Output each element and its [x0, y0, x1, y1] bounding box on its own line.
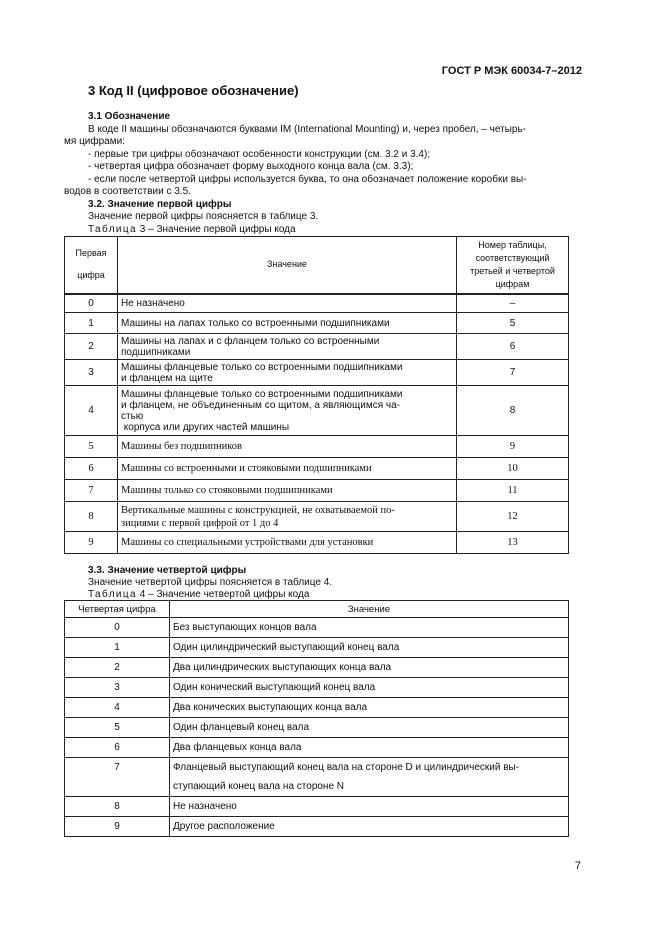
list-item-1: - первые три цифры обозначают особенности конструкции (см. 3.2 и 3.4);: [88, 149, 431, 160]
digit-cell: 0: [65, 294, 118, 313]
table-row: [65, 738, 569, 758]
section-title: 3 Код II (цифровое обозначение): [88, 83, 299, 98]
ref-cell: –: [457, 294, 569, 313]
caption-text: 3 – Значение первой цифры кода: [137, 224, 296, 235]
table-row: [65, 480, 569, 502]
meaning-cell: Не назначено: [170, 797, 569, 817]
meaning-cell: Машины на лапах и с фланцем только со встроенными подшипниками: [118, 334, 457, 360]
ref-cell: 11: [457, 480, 569, 502]
header-table-ref: Номер таблицы, соответствующий третьей и четвертой цифрам: [457, 237, 569, 294]
table-row: [65, 618, 569, 638]
digit-cell: 9: [65, 532, 118, 554]
table-row: [65, 334, 569, 360]
header-fourth-digit: Четвертая цифра: [65, 601, 170, 618]
paragraph-3-1-line-2: мя цифрами:: [64, 136, 125, 147]
caption-text: 4 – Значение четвертой цифры кода: [137, 589, 310, 600]
table-3-caption: [88, 224, 296, 236]
digit-cell: 5: [65, 718, 170, 738]
list-item-3-line-2: водов в соответствии с 3.5.: [64, 186, 191, 197]
list-item-2: - четвертая цифра обозначает форму выходного конца вала (см. 3.3);: [88, 161, 414, 172]
ref-cell: 12: [457, 502, 569, 532]
paragraph-3-1-line-1: В коде II машины обозначаются буквами IM (International Mounting) и, через пробел, – четырь-: [88, 124, 526, 135]
table-row: [65, 718, 569, 738]
meaning-cell: Два конических выступающих конца вала: [170, 698, 569, 718]
table-4: [64, 600, 569, 837]
meaning-cell: Машины фланцевые только со встроенными подшипниками и фланцем на щите: [118, 360, 457, 386]
meaning-cell: Машины со специальными устройствами для установки: [118, 532, 457, 554]
table-header-row: [65, 601, 569, 618]
table-row: [65, 758, 569, 797]
meaning-cell: Фланцевый выступающий конец вала на стороне D и цилиндрический вы- ступающий конец вала на стороне N: [170, 758, 569, 797]
ref-cell: 5: [457, 313, 569, 334]
header-first-digit: Первая цифра: [65, 237, 118, 294]
meaning-cell: Два цилиндрических выступающих конца вала: [170, 658, 569, 678]
header-meaning: Значение: [118, 237, 457, 294]
table-row: [65, 386, 569, 436]
ref-cell: 13: [457, 532, 569, 554]
table-row: [65, 817, 569, 837]
ref-cell: 6: [457, 334, 569, 360]
meaning-cell: Машины со встроенными и стояковыми подшипниками: [118, 458, 457, 480]
header-meaning: Значение: [170, 601, 569, 618]
subsection-3-2-text: Значение первой цифры поясняется в таблице 3.: [88, 211, 319, 222]
digit-cell: 1: [65, 638, 170, 658]
subsection-3-1-title: 3.1 Обозначение: [88, 111, 171, 122]
digit-cell: 6: [65, 458, 118, 480]
meaning-cell: Два фланцевых конца вала: [170, 738, 569, 758]
digit-cell: 3: [65, 360, 118, 386]
table-header-row: [65, 237, 569, 294]
table-row: [65, 678, 569, 698]
meaning-cell: Машины без подшипников: [118, 436, 457, 458]
meaning-cell: Не назначено: [118, 294, 457, 313]
digit-cell: 7: [65, 758, 170, 797]
digit-cell: 2: [65, 658, 170, 678]
digit-cell: 3: [65, 678, 170, 698]
ref-cell: 7: [457, 360, 569, 386]
table-row: [65, 797, 569, 817]
digit-cell: 5: [65, 436, 118, 458]
table-row: [65, 313, 569, 334]
subsection-3-2-title: 3.2. Значение первой цифры: [88, 199, 232, 210]
meaning-cell: Один цилиндрический выступающий конец вала: [170, 638, 569, 658]
caption-word: Таблица: [88, 224, 138, 235]
ref-cell: 8: [457, 386, 569, 436]
table-row: [65, 638, 569, 658]
page-number: 7: [574, 860, 581, 872]
digit-cell: 0: [65, 618, 170, 638]
table-row: [65, 532, 569, 554]
table-row: [65, 458, 569, 480]
meaning-cell: Машины на лапах только со встроенными подшипниками: [118, 313, 457, 334]
meaning-cell: Другое расположение: [170, 817, 569, 837]
meaning-cell: Без выступающих концов вала: [170, 618, 569, 638]
meaning-cell: Вертикальные машины с конструкцией, не охватываемой по- зициями с первой цифрой от 1 до 4: [118, 502, 457, 532]
digit-cell: 8: [65, 797, 170, 817]
meaning-cell: Один фланцевый конец вала: [170, 718, 569, 738]
digit-cell: 1: [65, 313, 118, 334]
document-header: ГОСТ Р МЭК 60034-7–2012: [441, 65, 582, 77]
table-row: [65, 436, 569, 458]
caption-word: Таблица: [88, 589, 138, 600]
meaning-cell: Машины только со стояковыми подшипниками: [118, 480, 457, 502]
table-row: [65, 294, 569, 313]
list-item-3-line-1: - если после четвертой цифры используется буква, то она обозначает положение коробки вы-: [88, 174, 527, 185]
table-row: [65, 658, 569, 678]
digit-cell: 9: [65, 817, 170, 837]
ref-cell: 9: [457, 436, 569, 458]
digit-cell: 8: [65, 502, 118, 532]
digit-cell: 7: [65, 480, 118, 502]
digit-cell: 4: [65, 698, 170, 718]
table-row: [65, 502, 569, 532]
digit-cell: 4: [65, 386, 118, 436]
table-row: [65, 698, 569, 718]
table-3: [64, 236, 569, 554]
digit-cell: 2: [65, 334, 118, 360]
meaning-cell: Машины фланцевые только со встроенными подшипниками и фланцем, не объединенным со щитом, а являющимся ча- стью корпуса или других частей машины: [118, 386, 457, 436]
subsection-3-3-text: Значение четвертой цифры поясняется в таблице 4.: [88, 577, 333, 588]
table-row: [65, 360, 569, 386]
meaning-cell: Один конический выступающий конец вала: [170, 678, 569, 698]
ref-cell: 10: [457, 458, 569, 480]
subsection-3-3-title: 3.3. Значение четвертой цифры: [88, 565, 247, 576]
digit-cell: 6: [65, 738, 170, 758]
